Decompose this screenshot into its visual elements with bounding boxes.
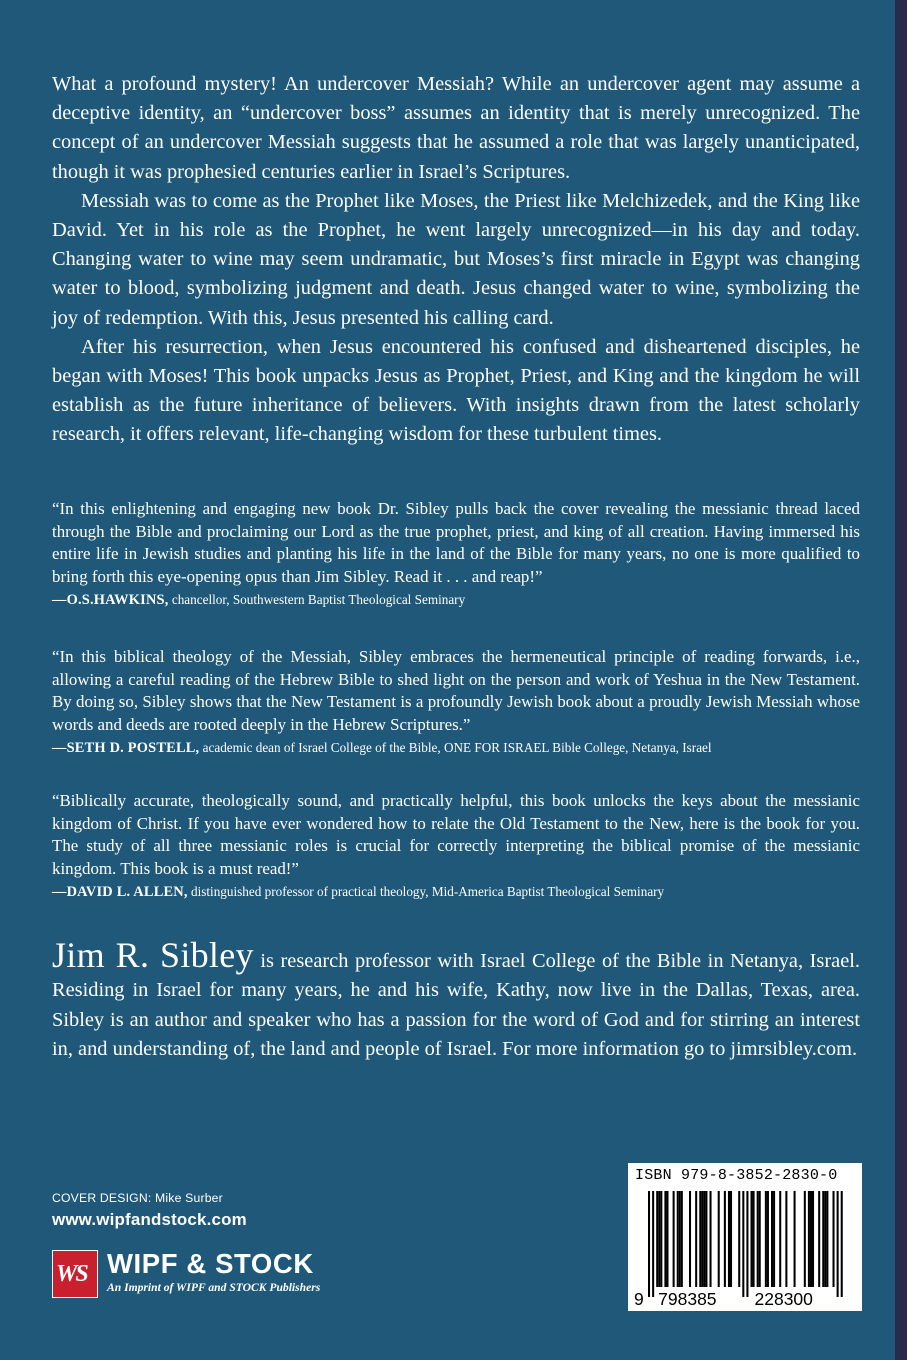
publisher-logo [52, 1250, 362, 1300]
barcode-bar [812, 1191, 814, 1287]
barcode-bar [837, 1191, 839, 1297]
barcode-bar [822, 1191, 824, 1287]
barcode-bar [689, 1191, 691, 1287]
endorsement-text: “In this biblical theology of the Messiah, Sibley embraces the hermeneutical principle of reading forwards, i.e., allowing a careful reading of the Hebrew Bible to shed light on the person and work of Yeshua in the New Testament. By doing so, Sibley shows that the New Testament is a profoundly Jewish book about a proudly Jewish Messiah whose words and deeds are rooted deeply in the Hebrew Scriptures.” [52, 647, 860, 734]
barcode-bar [660, 1191, 662, 1287]
barcode-bar [728, 1191, 730, 1287]
endorsement [52, 646, 860, 757]
barcode-bar [673, 1191, 675, 1287]
publisher-tagline: An Imprint of WIPF and STOCK Publishers [107, 1281, 321, 1294]
barcode-bar [701, 1191, 703, 1287]
barcode-bar [746, 1191, 748, 1297]
barcode-bar [785, 1191, 787, 1287]
barcode-bar [765, 1191, 767, 1287]
barcode-bar [658, 1191, 660, 1287]
barcode-bar [804, 1191, 806, 1287]
book-blurb [52, 70, 860, 450]
barcode-bar [742, 1191, 744, 1297]
endorser-title: chancellor, Southwestern Baptist Theological Seminary [171, 592, 466, 608]
barcode-bar [648, 1191, 650, 1297]
endorsement-attribution [52, 591, 860, 609]
barcode-bar [779, 1191, 781, 1287]
ws-logo-icon [52, 1250, 98, 1298]
endorsement-attribution [52, 883, 860, 901]
barcode-bar [718, 1191, 720, 1287]
barcode-bar [695, 1191, 697, 1287]
barcode-bar [699, 1191, 701, 1287]
blurb-paragraph: After his resurrection, when Jesus encountered his confused and disheartened disciples, he began with Moses! This book unpacks Jesus as Prophet, Priest, and King and the kingdom he will establish as the future inheritance of believers. With insights drawn from the latest scholarly research, it offers relevant, life-changing wisdom for these turbulent times. [52, 335, 860, 446]
spine-edge [895, 0, 907, 1360]
cover-design-credit: COVER DESIGN: Mike Surber [52, 1191, 223, 1205]
logo-letters: WS [56, 1261, 87, 1287]
barcode-bar [757, 1191, 759, 1287]
endorsement-text: “In this enlightening and engaging new book Dr. Sibley pulls back the cover revealing the messianic thread laced through the Bible and proclaiming our Lord as the true prophet, priest, and king of all creation. Having immersed his entire life in Jewish studies and planting his life in the land of the Bible for many years, no one is more qualified to bring forth this eye-opening opus than Jim Sibley. Read it . . . and reap!” [52, 499, 860, 586]
barcode-bar [703, 1191, 705, 1287]
publisher-name: WIPF & STOCK [107, 1248, 314, 1279]
barcode-bar [751, 1191, 753, 1287]
barcode-bar [705, 1191, 707, 1287]
endorser-title: distinguished professor of practical theology, Mid-America Baptist Theological Seminary [190, 884, 665, 900]
isbn-barcode [628, 1163, 862, 1311]
barcode-bar [824, 1191, 826, 1287]
author-bio [52, 935, 861, 1065]
barcode-bar [826, 1191, 828, 1287]
endorser-name: —O.S.HAWKINS, [52, 592, 169, 609]
endorsement [52, 790, 860, 901]
bio-text: is research professor with Israel College of the Bible in Netanya, Israel. Residing in Israel for many years, he and his wife, Kathy, now live in the Dallas, Texas, area. Sibley is an author and speaker who has a passion for the word of God and for stirring an interest in, and understanding of, the land and people of Israel. For more information go to jimrsibley.com. [52, 950, 861, 1061]
barcode-bar [677, 1191, 679, 1287]
barcode-bar [710, 1191, 712, 1287]
endorsement-attribution [52, 739, 860, 757]
barcode-bar [730, 1191, 732, 1287]
barcode-bar [808, 1191, 810, 1287]
barcode-bar [767, 1191, 769, 1287]
barcode-bar [833, 1191, 835, 1287]
endorser-name: —DAVID L. ALLEN, [52, 884, 188, 901]
ean-digits: 228300 [754, 1289, 813, 1309]
barcode-bar [738, 1191, 740, 1287]
author-bio-text [52, 935, 861, 1065]
barcode-bar [810, 1191, 812, 1287]
publisher-website: www.wipfandstock.com [52, 1210, 247, 1229]
isbn-label: ISBN 979-8-3852-2830-0 [635, 1167, 838, 1184]
barcode-bar [841, 1191, 843, 1297]
ean-digits: 9 [634, 1289, 644, 1309]
blurb-paragraph: What a profound mystery! An undercover Messiah? While an undercover agent may assume a deceptive identity, an “undercover boss” assumes an identity that is merely unrecognized. The concept of an undercover Messiah suggests that he assumed a role that was largely unanticipated, though it was prophesied centuries earlier in Israel’s Scriptures. [52, 73, 860, 183]
endorser-title: academic dean of Israel College of the Bible, ONE FOR ISRAEL Bible College, Netanya, Israel [202, 740, 712, 756]
endorsement-text: “Biblically accurate, theologically sound, and practically helpful, this book unlocks the keys about the messianic kingdom of Christ. If you have ever wondered how to relate the Old Testament to the New, here is the book for you. The study of all three messianic roles is crucial for correctly interpreting the biblical promise of the messianic kingdom. This book is a must read!” [52, 791, 860, 878]
barcode-bar [656, 1191, 658, 1287]
endorsement [52, 498, 860, 609]
barcode-bar [759, 1191, 761, 1287]
barcode-bar [664, 1191, 666, 1287]
barcode-bar [681, 1191, 683, 1287]
barcode-bar [753, 1191, 755, 1287]
barcode-bar [818, 1191, 820, 1287]
barcode-bar [679, 1191, 681, 1287]
ean-digits: 798385 [658, 1289, 717, 1309]
barcode-bar [724, 1191, 726, 1287]
barcode-bar [773, 1191, 775, 1287]
barcode-bar [771, 1191, 773, 1287]
barcode-bar [794, 1191, 796, 1287]
author-name: Jim R. Sibley [52, 935, 254, 975]
blurb-paragraph: Messiah was to come as the Prophet like Moses, the Priest like Melchizedek, and the King like David. Yet in his role as the Prophet, he went largely unrecognized—in his day and today. Changing water to wine may seem undramatic, but Moses’s first miracle in Egypt was changing water to blood, symbolizing judgment and death. Jesus changed water to wine, symbolizing the joy of redemption. With this, Jesus presented his calling card. [52, 189, 860, 329]
barcode-bar [666, 1191, 668, 1287]
barcode-bar [652, 1191, 654, 1297]
credits [52, 1191, 247, 1230]
endorser-name: —SETH D. POSTELL, [52, 740, 200, 757]
